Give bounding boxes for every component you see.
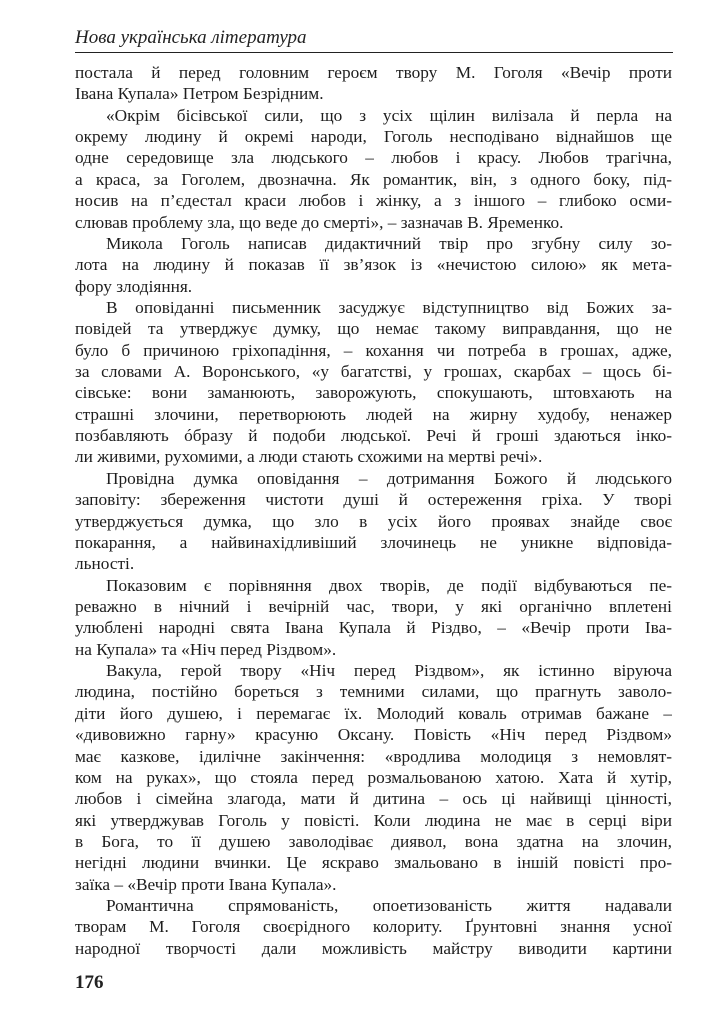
body-text [75,62,672,959]
text-line: народної творчості дали можливість майстру виводити картини [75,938,672,958]
text-line: заповіту: збереження чистоти душі й остереження гріха. У творі [75,490,672,510]
text-line: улюблені народні свята Івана Купала й Різдво, – «Вечір проти Іва- [75,618,672,638]
text-line: любов і сімейна злагода, мати й дитина – ось ці найвищі цінності, [75,789,672,809]
text-line: Провідна думка оповідання – дотримання Божого й людського [106,468,672,488]
header-title: Нова українська література [75,27,307,48]
text-line: лота на людину й показав її зв’язок із «нечистою силою» як мета- [75,255,672,275]
text-line: негідні людини вчинки. Це яскраво змальовано в іншій повісті про- [75,853,672,873]
text-line: позбавляють óбразу й подоби людської. Речі й гроші здаються інко- [75,426,672,446]
text-line: льності. [75,554,135,574]
text-line: фору злодіяння. [75,276,193,296]
text-line: на Купала» та «Ніч перед Різдвом». [75,639,337,659]
text-line: «дивовижно гарну» красуню Оксану. Повість «Ніч перед Різдвом» [75,725,672,745]
text-line: Вакула, герой твору «Ніч перед Різдвом», як істинно віруюча [106,661,672,681]
text-line: В оповіданні письменник засуджує відступництво від Божих за- [106,297,672,317]
text-line: страшні злочини, перетворюють людей на жирну худобу, ненажер [75,404,672,424]
text-line: в Бога, то її душею заволодіває диявол, вона здатна на злочин, [75,831,672,851]
text-line: повідей та утверджує думку, що немає такому виправдання, що не [75,319,672,339]
text-line: носив на п’єдестал краси любов і жінку, а з іншого – глибоко осми- [75,191,672,211]
text-line: Романтична спрямованість, опоетизованість життя надавали [106,896,672,916]
text-line: заїка – «Вечір проти Івана Купала». [75,874,337,894]
text-line: діти його душею, і перемагає їх. Молодий коваль отримав бажане – [75,703,672,723]
text-line: має казкове, ідилічне закінчення: «вродлива молодиця з немовлят- [75,746,672,766]
text-line: а краса, за Гоголем, двозначна. Як романтик, він, з одного боку, під- [75,169,672,189]
text-line: було б причиною гріхопадіння, – кохання чи потреба в грошах, адже, [75,340,672,360]
text-line: людина, постійно бореться з темними силами, що прагнуть заволо- [75,682,672,702]
text-line: «Окрім бісівської сили, що з усіх щілин вилізала й перла на [106,105,672,125]
text-line: одне середовище зла людського – любов і красу. Любов трагічна, [75,148,672,168]
page-number: 176 [75,972,104,993]
text-line: ли живими, рухомими, а люди стають схожими на мертві речі». [75,447,543,467]
text-line: Івана Купала» Петром Безрідним. [75,84,324,104]
text-line: Показовим є порівняння двох творів, де події відбуваються пе- [106,575,672,595]
text-line: слював проблему зла, що веде до смерті», – зазначав В. Яременко. [75,212,564,232]
text-line: Микола Гоголь написав дидактичний твір про згубну силу зо- [106,233,672,253]
text-line: утверджується думка, що зло в усіх його проявах знайде своє [75,511,672,531]
text-line: за словами А. Воронського, «у багатстві, у грошах, скарбах – щось бі- [75,362,672,382]
running-header [75,24,673,53]
text-line: творам М. Гоголя своєрідного колориту. Ґрунтовні знання усної [75,917,672,937]
text-line: постала й перед головним героєм твору М. Гоголя «Вечір проти [75,63,672,82]
text-line: покарання, а найвинахідливіший злочинець не уникне відповіда- [75,532,672,552]
text-line: сівське: вони заманюють, заворожують, спокушають, штовхають на [75,383,672,403]
text-line: реважно в нічний і вечірній час, твори, у які органічно вплетені [75,596,672,616]
text-line: які утверджував Гоголь у повісті. Коли людина не має в серці віри [75,810,672,830]
text-line: ком на руках», що стояла перед розмальованою хатою. Хата й хутір, [75,767,672,787]
text-line: окрему людину й окремі народи, Гоголь несподівано віднайшов ще [75,127,672,147]
